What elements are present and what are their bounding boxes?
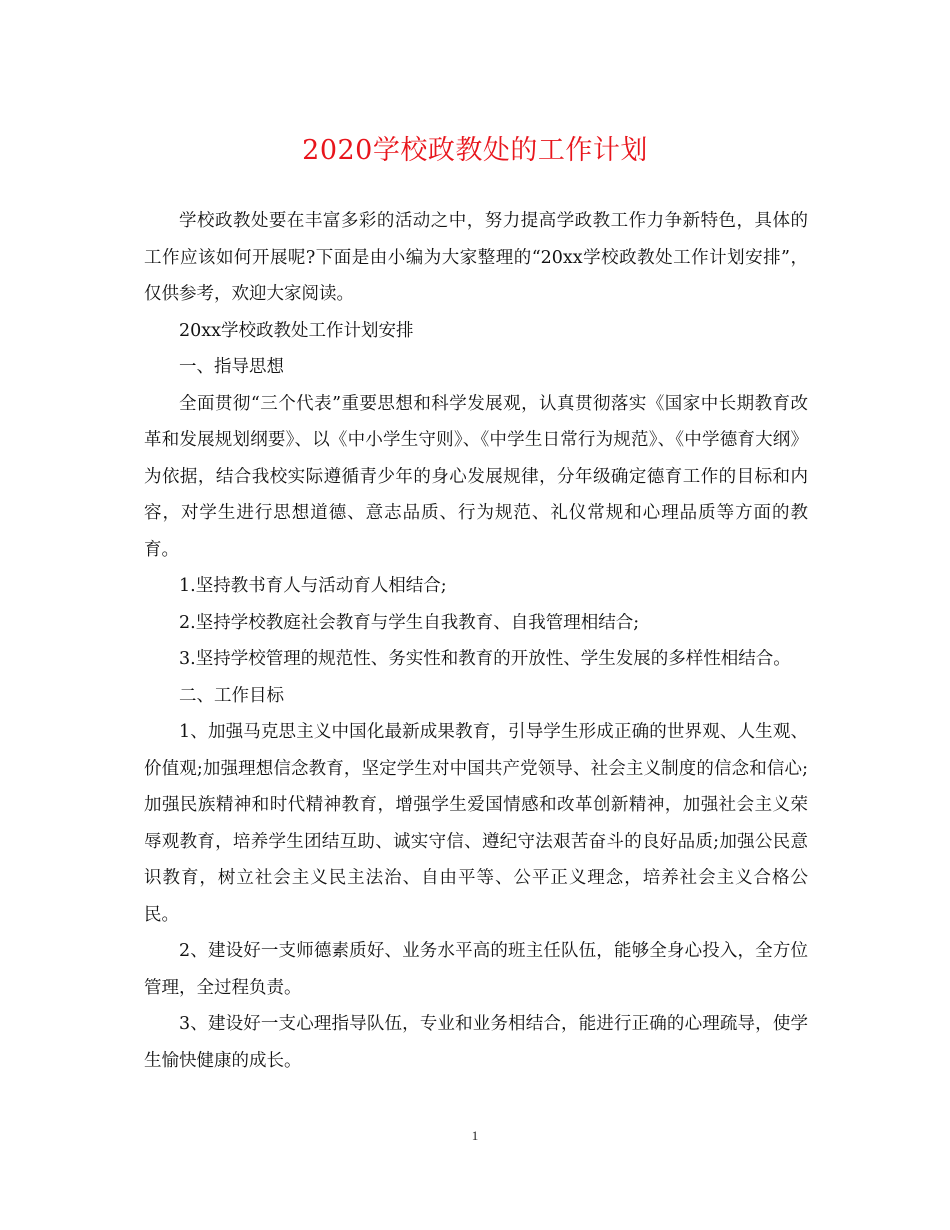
document-body: [144, 203, 808, 1079]
principle-item-2: 2.坚持学校教庭社会教育与学生自我教育、自我管理相结合;: [179, 612, 640, 633]
intro-paragraph: 学校政教处要在丰富多彩的活动之中，努力提高学政教工作力争新特色，具体的工作应该如何开展呢?下面是由小编为大家整理的“20xx学校政教处工作计划安排”，仅供参考，欢迎大家阅读。: [144, 211, 808, 304]
section-heading-work-goals: 二、工作目标: [179, 685, 284, 706]
page-number: 1: [471, 1128, 479, 1143]
document-title: 2020学校政教处的工作计划: [302, 135, 648, 166]
section-heading-plan: 20xx学校政教处工作计划安排: [179, 320, 414, 341]
section-heading-guiding-ideology: 一、指导思想: [179, 357, 284, 377]
goal-item-1: 1、加强马克思主义中国化最新成果教育，引导学生形成正确的世界观、人生观、价值观;加强理想信念教育，坚定学生对中国共产党领导、社会主义制度的信念和信心;加强民族精神和时代精神教育，增强学生爱国情感和改革创新精神，加强社会主义荣辱观教育，培养学生团结互助、诚实守信、遵纪守法艰苦奋斗的良好品质;加强公民意识教育，树立社会主义民主法治、自由平等、公平正义理念，培养社会主义合格公民。: [144, 722, 808, 925]
goal-item-2: 2、建设好一支师德素质好、业务水平高的班主任队伍，能够全身心投入，全方位管理，全过程负责。: [144, 941, 808, 998]
guiding-ideology-paragraph: 全面贯彻“三个代表”重要思想和科学发展观，认真贯彻落实《国家中长期教育改革和发展规划纲要》、以《中小学生守则》、《中学生日常行为规范》、《中学德育大纲》为依据，结合我校实际遵循青少年的身心发展规律，分年级确定德育工作的目标和内容，对学生进行思想道德、意志品质、行为规范、礼仪常规和心理品质等方面的教育。: [144, 393, 808, 560]
principle-item-3: 3.坚持学校管理的规范性、务实性和教育的开放性、学生发展的多样性相结合。: [179, 649, 791, 669]
principle-item-1: 1.坚持教书育人与活动育人相结合;: [179, 576, 447, 596]
goal-item-3: 3、建设好一支心理指导队伍，专业和业务相结合，能进行正确的心理疏导，使学生愉快健康的成长。: [144, 1014, 808, 1071]
